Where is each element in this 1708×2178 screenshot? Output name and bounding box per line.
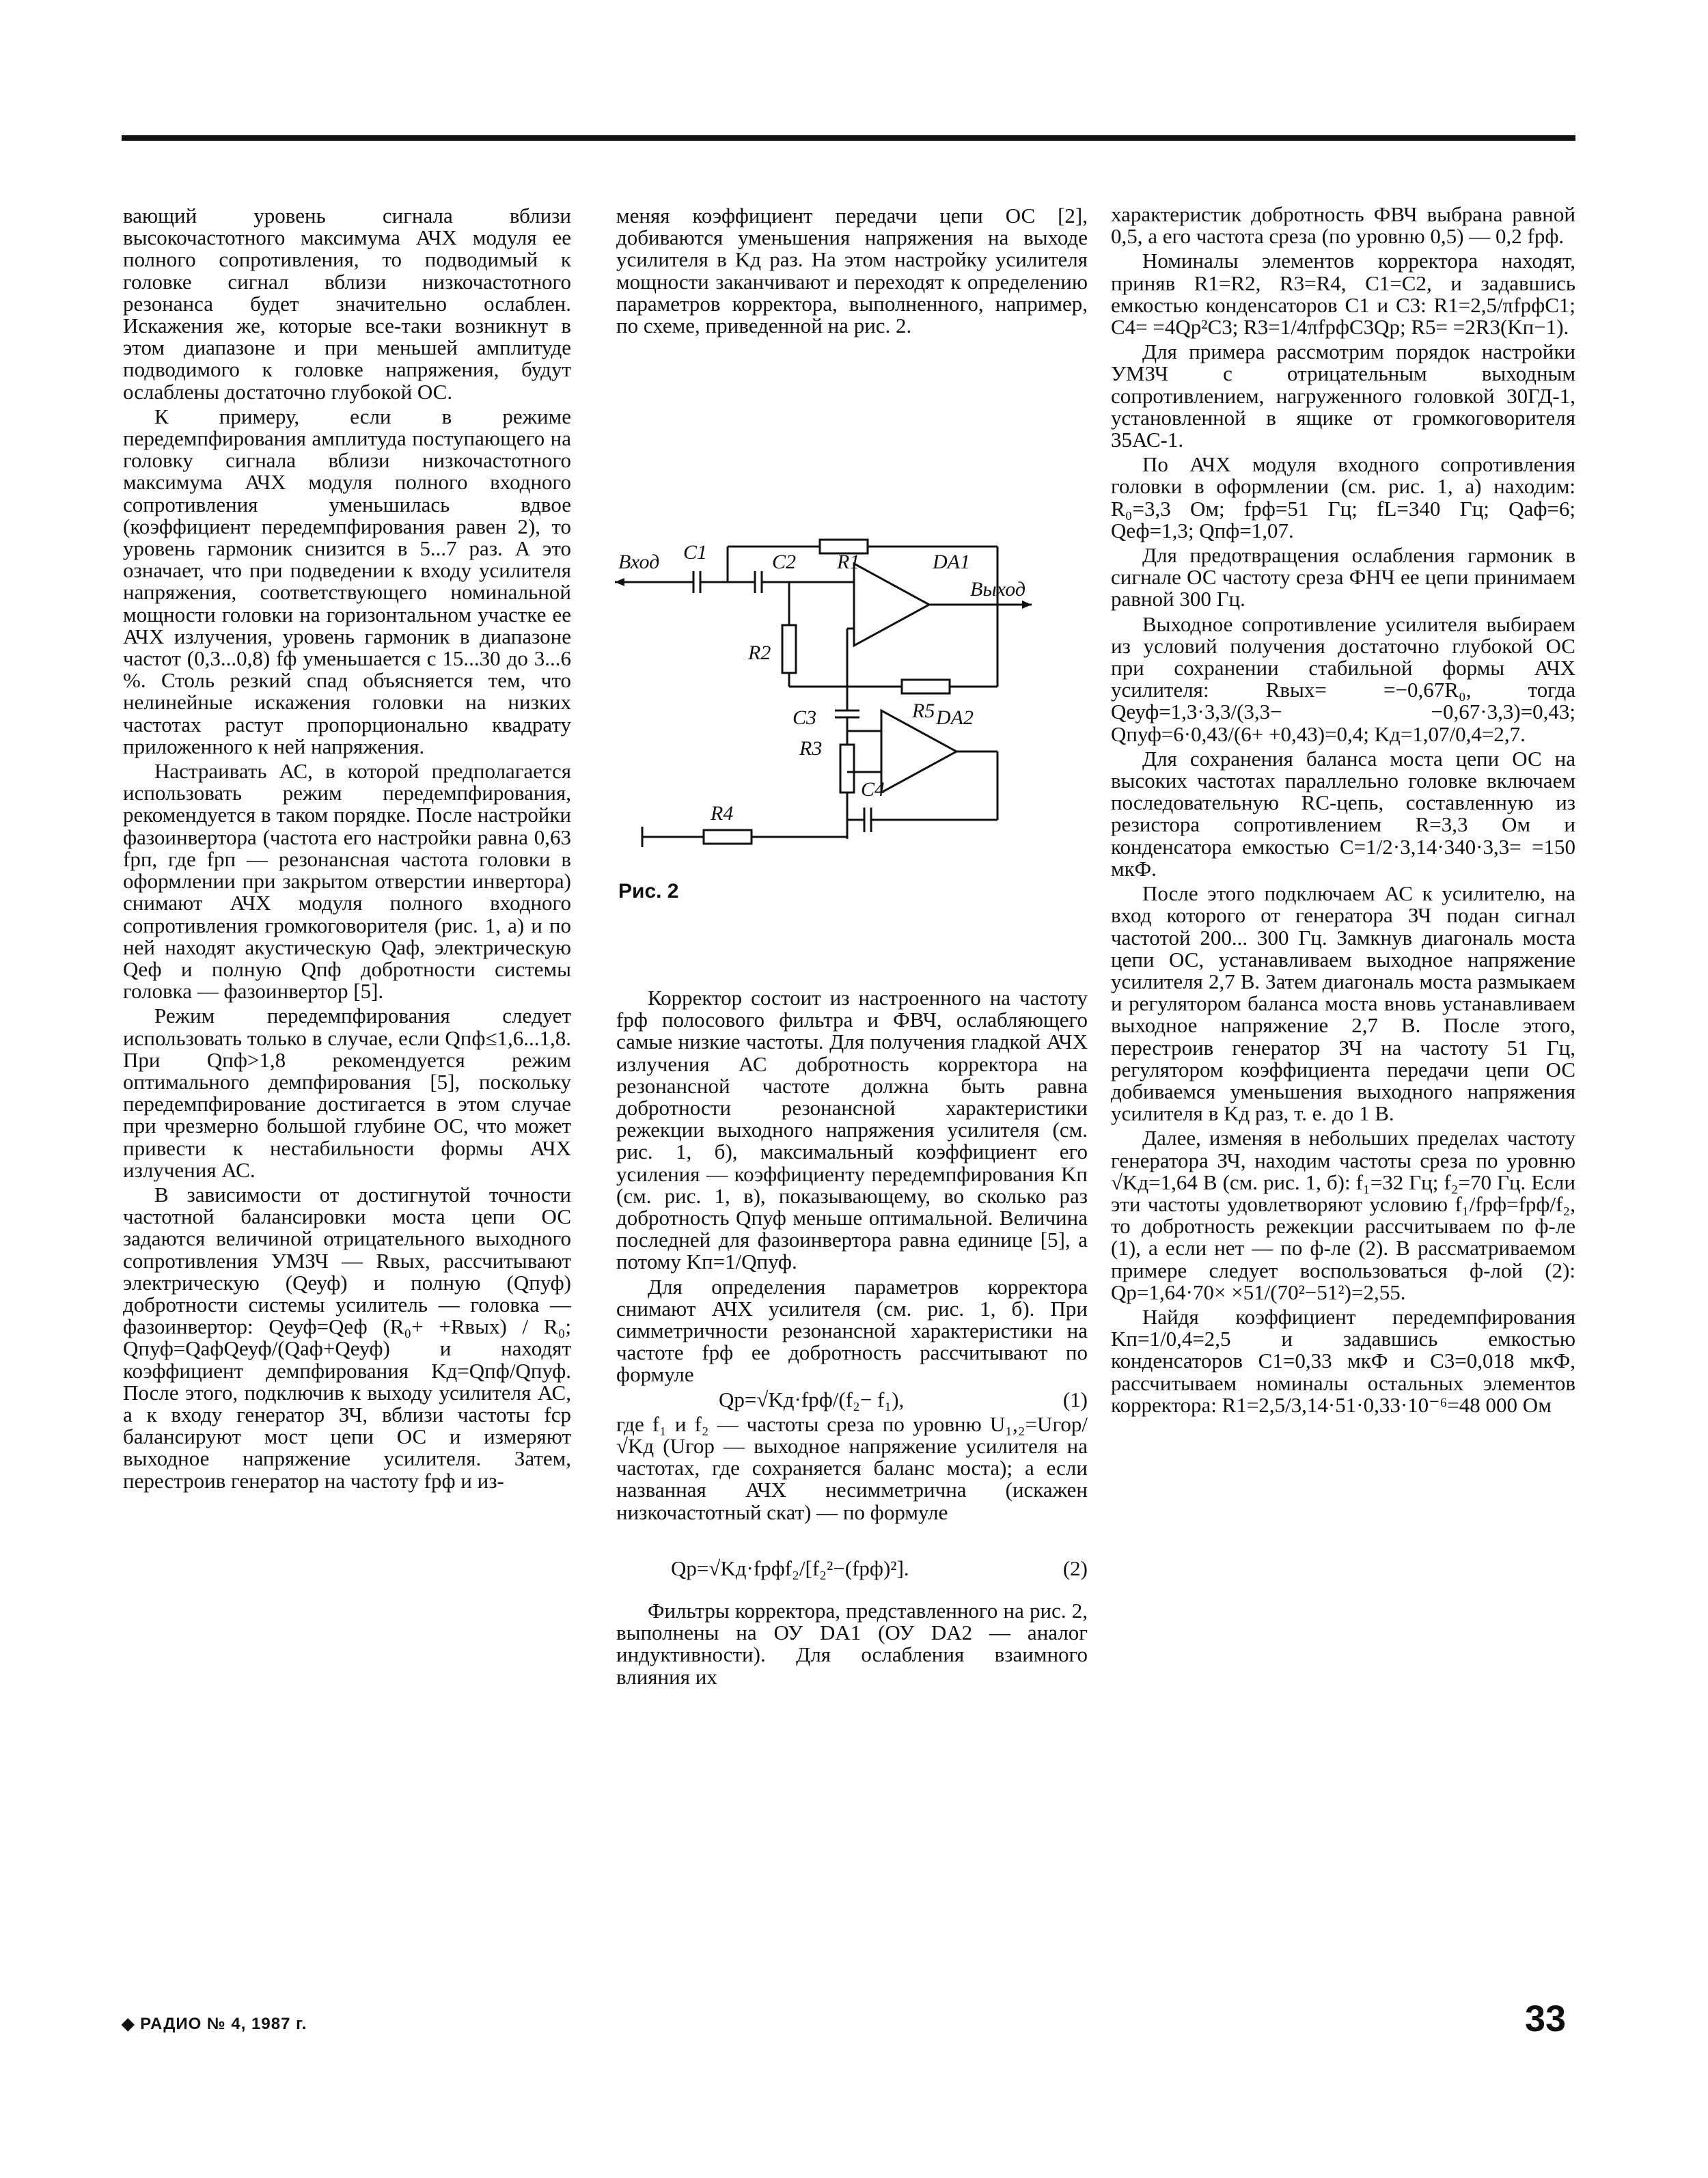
label-r1: R1 xyxy=(837,551,860,573)
paragraph: Для примера рассмотрим порядок настройки УМЗЧ с отрицательным выходным сопротивлением, нагруженного головкой 30ГД-1, установленной в ящике от громкоговорителя 35АС-1. xyxy=(1111,340,1575,452)
paragraph: Для предотвращения ослабления гармоник в сигнале ОС частоту среза ФНЧ ее цепи принимаем равной 300 Гц. xyxy=(1111,543,1575,611)
paragraph: вающий уровень сигнала вблизи высокочастотного максимума АЧХ модуля ее полного сопротивления, то подводимый к головке сигнал вблизи низкочастотного резонанса будет значительно ослаблен. Искажения же, которые все-таки возникнут в этом диапазоне и при меньшей амплитуде подводимого к головке напряжения, будут ослаблены достаточно глубокой ОС. xyxy=(123,204,571,404)
label-r2: R2 xyxy=(748,642,771,664)
paragraph: Далее, изменяя в небольших пределах частоту генератора ЗЧ, находим частоты среза по уровню √Kд=1,64 В (см. рис. 1, б): f₁=32 Гц; f₂=70 Гц. Если эти частоты удовлетворяют условию f₁/fрф=fрф/f₂, то добротность режекции рассчитываем по ф-ле (1), а если нет — по ф-ле (2). В рассматриваемом примере следует воспользоваться ф-лой (2): Qр=1,64·70× ×51/(70²−51²)=2,55. xyxy=(1111,1126,1575,1304)
figure-caption: Рис. 2 xyxy=(618,880,679,902)
formula-1-expr: Qр=√Kд·fрф/(f₂− f₁), xyxy=(719,1387,905,1411)
formula-2 xyxy=(616,1558,1088,1580)
paragraph: По АЧХ модуля входного сопротивления головки в оформлении (см. рис. 1, а) находим: R₀=3,3 Ом; fрф=51 Гц; fL=340 Гц; Qаф=6; Qеф=1,3; Qпф=1,07. xyxy=(1111,452,1575,542)
label-input: Вход xyxy=(618,551,660,573)
formula-1 xyxy=(616,1389,1088,1411)
label-da2: DA2 xyxy=(936,706,974,729)
formula-2-number: (2) xyxy=(1062,1556,1088,1580)
label-c4: C4 xyxy=(861,778,885,801)
circuit-diagram xyxy=(615,526,1093,861)
label-c2: C2 xyxy=(772,551,797,573)
paragraph: К примеру, если в режиме передемпфирования амплитуда поступающего на головку сигнала вблизи низкочастотного максимума АЧХ модуля полного входного сопротивления уменьшилась вдвое (коэффициент передемпфирования равен 2), то уровень гармоник снизится в 5...7 раз. А это означает, что при подведении к входу усилителя напряжения, соответствующего номинальной мощности головки на горизонтальном участке ее АЧХ излучения, уровень гармоник в диапазоне частот (0,3...0,8) fф уменьшается с 15...30 до 3...6 %. Столь резкий спад объясняется тем, что нелинейные искажения головки на низких частотах растут пропорционально квадрату приложенного к ней напряжения. xyxy=(123,404,571,758)
paragraph: характеристик добротность ФВЧ выбрана равной 0,5, а его частота среза (по уровню 0,5) — 0,2 fрф. xyxy=(1111,202,1575,249)
formula-1-number: (1) xyxy=(1062,1387,1088,1411)
paragraph: Для определения параметров корректора снимают АЧХ усилителя (см. рис. 1, б). При симметричности резонансной характеристики на частоте fрф ее добротность рассчитывают по формуле xyxy=(616,1274,1088,1387)
paragraph: В зависимости от достигнутой точности частотной балансировки моста цепи ОС задаются величиной отрицательного выходного сопротивления УМЗЧ — Rвых, рассчитывают электрическую (Qеуф) и полную (Qпуф) добротности системы усилитель — головка — фазоинвертор: Qеуф=Qеф (R₀+ +Rвых) / R₀; Qпуф=QафQеуф/(Qаф+Qеуф) и находят коэффициент демпфирования Kд=Qпф/Qпуф. После этого, подключив к выходу усилителя АС, а к входу генератор ЗЧ, вблизи частоты fср балансируют мост цепи ОС и измеряют выходное напряжение усилителя. Затем, перестроив генератор на частоту fрф и из- xyxy=(123,1182,571,1493)
text-column-3 xyxy=(1111,204,1575,1419)
label-c3: C3 xyxy=(793,706,817,729)
label-output: Выход xyxy=(970,578,1025,601)
paragraph: Найдя коэффициент передемпфирования Kп=1/0,4=2,5 и задавшись емкостью конденсаторов C1=0,33 мкФ и C3=0,018 мкФ, рассчитываем номиналы остальных элементов корректора: R1=2,5/3,14·51·0,33·10⁻⁶=48 000 Ом xyxy=(1111,1304,1575,1417)
text-column-2-top xyxy=(616,205,1088,340)
paragraph: меняя коэффициент передачи цепи ОС [2], добиваются уменьшения напряжения на выходе усилителя в Kд раз. На этом настройку усилителя мощности заканчивают и переходят к определению параметров корректора, выполненного, например, по схеме, приведенной на рис. 2. xyxy=(616,204,1088,338)
page-number: 33 xyxy=(1525,1998,1567,2039)
paragraph: Выходное сопротивление усилителя выбираем из условий получения достаточно глубокой ОС при сохранении стабильной формы АЧХ усилителя: Rвых= =−0,67R₀, тогда Qеуф=1,3·3,3/(3,3− −0,67·3,3)=0,43; Qпуф=6·0,43/(6+ +0,43)=0,4; Kд=1,07/0,4=2,7. xyxy=(1111,611,1575,746)
text-column-1 xyxy=(123,205,571,1495)
paragraph: Режим передемпфирования следует использовать только в случае, если Qпф≤1,6...1,8. При Qпф>1,8 рекомендуется режим оптимального демпфирования [5], поскольку передемпфирование достигается в этом случае при чрезмерно большой глубине ОС, что может привести к нестабильности формы АЧХ излучения АС. xyxy=(123,1004,571,1182)
header-rule xyxy=(122,135,1575,141)
paragraph: После этого подключаем АС к усилителю, на вход которого от генератора ЗЧ подан сигнал частотой 200... 300 Гц. Замкнув диагональ моста цепи ОС, устанавливаем выходное напряжение усилителя 2,7 В. Затем диагональ моста размыкаем и регулятором баланса моста вновь устанавливаем выходное напряжение 2,7 В. После этого, перестроив генератор ЗЧ на частоту 51 Гц, регулятором коэффициента передачи цепи ОС добиваемся уменьшения выходного напряжения усилителя в Kд раз, т. е. до 1 В. xyxy=(1111,881,1575,1126)
label-da1: DA1 xyxy=(933,551,970,573)
text-column-2-bottom xyxy=(616,987,1088,1691)
label-r5: R5 xyxy=(912,700,935,722)
paragraph: Номиналы элементов корректора находят, приняв R1=R2, R3=R4, C1=C2, и задавшись емкостью конденсаторов C1 и C3: R1=2,5/πfрфC1; C4= =4Qр²C3; R3=1/4πfрфC3Qр; R5= =2R3(Kп−1). xyxy=(1111,249,1575,340)
formula-2-expr: Qр=√Kд·fрфf₂/[f₂²−(fрф)²]. xyxy=(671,1556,909,1580)
footer-magazine: ◆ РАДИО № 4, 1987 г. xyxy=(122,2015,307,2033)
label-r4: R4 xyxy=(711,802,734,825)
output-arrow xyxy=(1022,601,1032,609)
paragraph: Корректор состоит из настроенного на частоту fрф полосового фильтра и ФВЧ, ослабляющего самые низкие частоты. Для получения гладкой АЧХ излучения АС добротность корректора на резонансной частоте должна быть равна добротности резонансной характеристики режекции выходного напряжения усилителя (см. рис. 1, б), максимальный коэффициент его усиления — коэффициенту передемпфирования Kп (см. рис. 1, в), показывающему, во сколько раз добротность Qпуф меньше оптимальной. Величина последней для фазоинвертора равна единице [5], а потому Kп=1/Qпуф. xyxy=(616,986,1088,1274)
paragraph: Настраивать АС, в которой предполагается использовать режим передемпфирования, рекомендуется в таком порядке. После настройки фазоинвертора (частота его настройки равна 0,63 fрп, где fрп — резонансная частота головки в оформлении при закрытом отверстии инвертора) снимают АЧХ модуля полного входного сопротивления громкоговорителя (рис. 1, а) и по ней находят акустическую Qаф, электрическую Qеф и полную Qпф добротности системы головка — фазоинвертор [5]. xyxy=(123,759,571,1004)
label-c1: C1 xyxy=(683,541,708,564)
input-arrow xyxy=(615,578,624,586)
label-r3: R3 xyxy=(799,737,823,760)
paragraph: где f₁ и f₂ — частоты среза по уровню U₁,₂=Uгор/√Kд (Uгор — выходное напряжение усилителя на частотах, где сохраняется баланс моста); а если названная АЧХ несимметрична (искажен низкочастотный скат) — по формуле xyxy=(616,1411,1088,1524)
paragraph: Фильтры корректора, представленного на рис. 2, выполнены на ОУ DA1 (ОУ DA2 — аналог индуктивности). Для ослабления взаимного влияния их xyxy=(616,1599,1088,1689)
paragraph: Для сохранения баланса моста цепи ОС на высоких частотах параллельно головке включаем последовательную RC-цепь, составленную из резистора сопротивлением R=3,3 Ом и конденсатора емкостью C=1/2·3,14·340·3,3= =150 мкФ. xyxy=(1111,746,1575,881)
